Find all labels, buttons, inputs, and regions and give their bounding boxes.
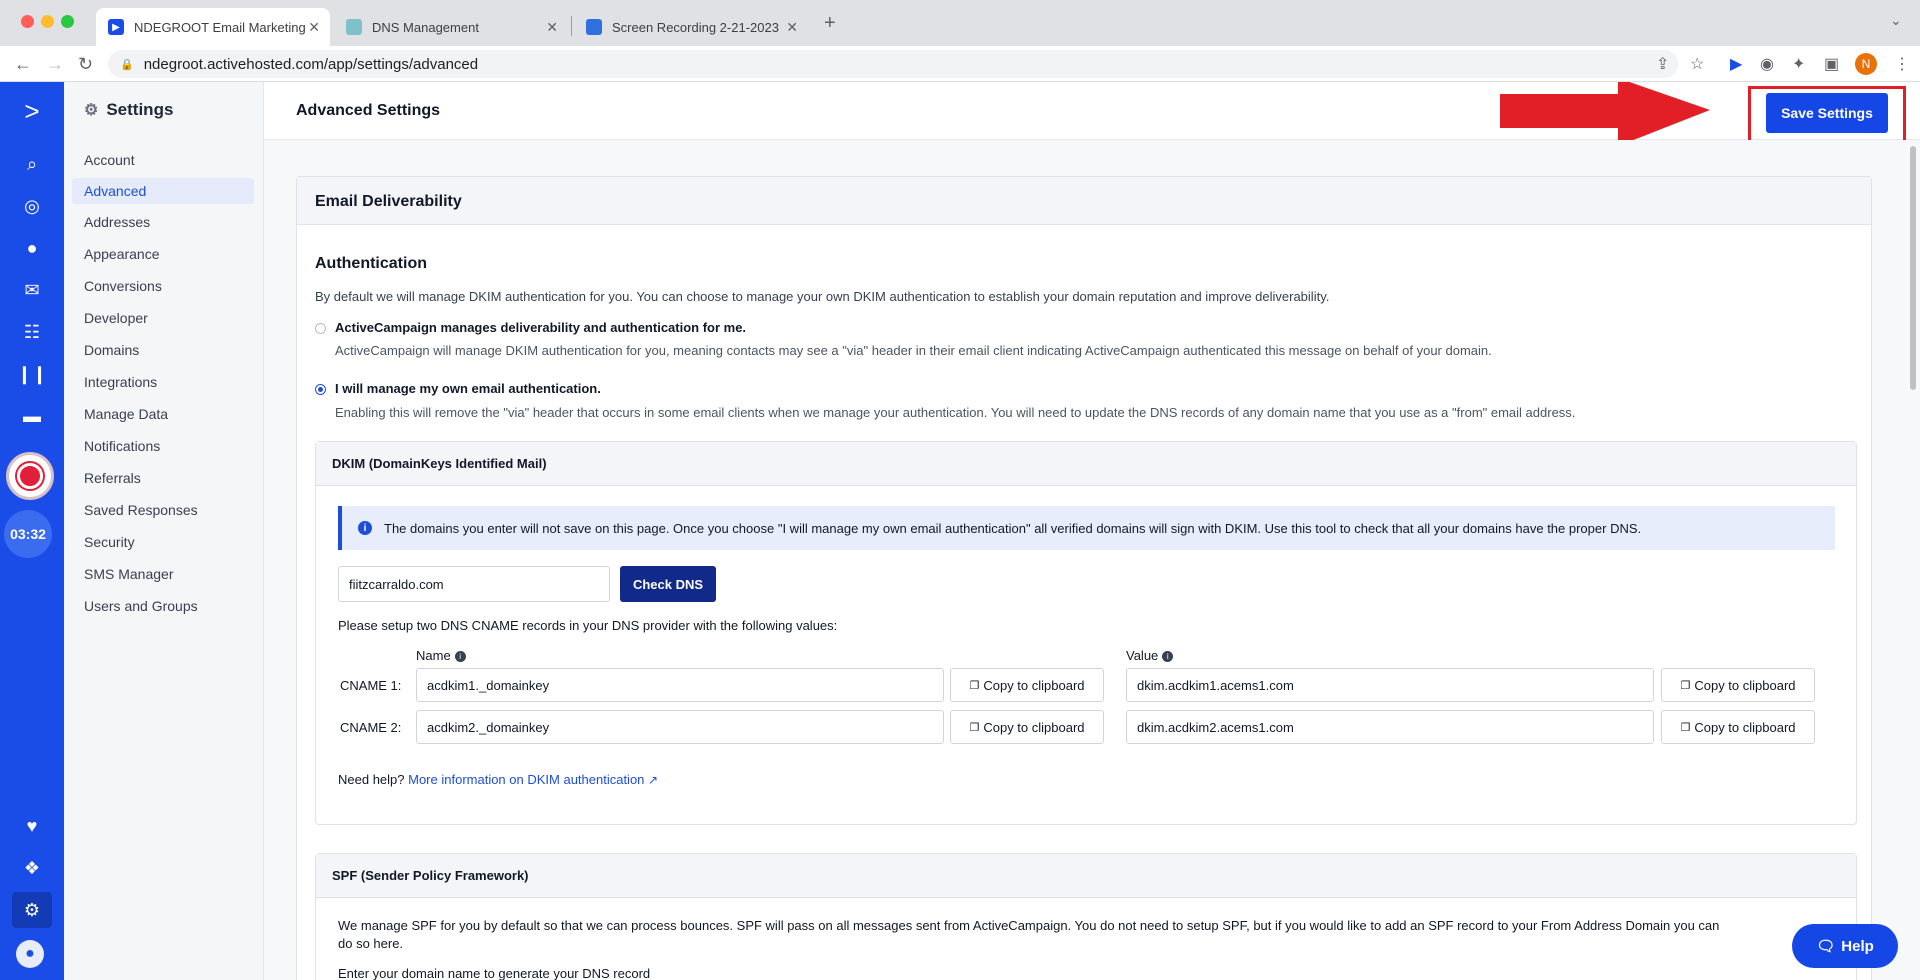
dkim-info-banner [338, 506, 1835, 550]
info-icon: i [358, 521, 372, 535]
maximize-window-button[interactable] [61, 15, 74, 28]
sidebar-item-conversions[interactable]: Conversions [84, 278, 162, 294]
name-column-header [416, 648, 466, 663]
close-tab-icon[interactable]: ✕ [546, 18, 558, 35]
page-header [264, 82, 1920, 140]
need-help-text: Need help? [338, 772, 405, 787]
settings-title [84, 100, 173, 120]
cname-1-label: CNAME 1: [340, 678, 402, 693]
tab-label: Screen Recording 2-21-2023 [612, 19, 779, 35]
activecampaign-extension-icon[interactable]: ▶ [1730, 56, 1743, 73]
automations-icon[interactable]: ☷ [23, 322, 41, 342]
sidebar-item-domains[interactable]: Domains [84, 342, 140, 358]
record-icon [17, 463, 43, 489]
contacts-icon[interactable]: ● [26, 238, 38, 258]
apps-icon[interactable]: ❖ [23, 858, 41, 878]
tab-dns-management[interactable] [334, 8, 568, 46]
copy-icon: ❐ [969, 679, 980, 692]
domain-input[interactable]: fiitzcarraldo.com [338, 566, 610, 602]
copy-icon: ❐ [1680, 721, 1691, 734]
settings-title-text: Settings [106, 100, 174, 119]
authentication-description: By default we will manage DKIM authentication for you. You can choose to manage your own DKIM authentication to establish your domain reputation and improve deliverability. [315, 289, 1330, 304]
lightbulb-icon[interactable]: ◎ [24, 196, 40, 216]
email-deliverability-card [296, 176, 1872, 980]
close-tab-icon[interactable]: ✕ [308, 18, 320, 35]
cname-1-value-field[interactable]: dkim.acdkim1.acems1.com [1126, 668, 1654, 702]
copy-label: Copy to clipboard [1694, 677, 1796, 693]
profile-avatar[interactable]: N [1855, 53, 1877, 75]
name-info-icon[interactable]: i [455, 651, 466, 662]
url-text: ndegroot.activehosted.com/app/settings/advanced [143, 55, 479, 73]
spf-description-line-2: do so here. [338, 936, 404, 951]
dkim-help-link[interactable]: More information on DKIM authentication [408, 772, 645, 787]
url-bar[interactable] [108, 50, 1678, 78]
recording-timer: 03:32 [4, 510, 52, 558]
sidebar-item-developer[interactable]: Developer [84, 310, 148, 326]
tab-label: NDEGROOT Email Marketing [134, 19, 306, 35]
tab-list-chevron-icon[interactable]: ⌄ [1890, 12, 1902, 28]
option-activecampaign-manages-label[interactable]: ActiveCampaign manages deliverability and authentication for me. [335, 320, 747, 335]
spf-description-line-1: We manage SPF for you by default so that we can process bounces. SPF will pass on all messages sent from ActiveCampaign. You do not need to setup SPF, but if you would like to add an SPF record to your From Address Domain you can [338, 918, 1720, 933]
side-panel-icon[interactable]: ▣ [1824, 56, 1840, 73]
tab-separator [571, 16, 572, 36]
heart-icon[interactable]: ♥ [26, 816, 38, 836]
share-icon[interactable]: ⇪ [1656, 56, 1670, 73]
spf-title: SPF (Sender Policy Framework) [316, 854, 1856, 898]
copy-cname-2-value-button[interactable] [1661, 710, 1815, 744]
gear-icon: ⚙ [84, 102, 99, 119]
save-settings-button[interactable]: Save Settings [1766, 93, 1888, 133]
dkim-section [315, 441, 1857, 825]
close-tab-icon[interactable]: ✕ [786, 18, 798, 35]
sidebar-item-saved-responses[interactable]: Saved Responses [84, 502, 198, 518]
help-button[interactable] [1792, 924, 1898, 968]
copy-label: Copy to clipboard [983, 677, 1085, 693]
page-title: Advanced Settings [296, 102, 441, 119]
option-activecampaign-manages-description: ActiveCampaign will manage DKIM authentication for you, meaning contacts may see a "via" header in their email client indicating ActiveCampaign authenticated this message on behalf of your domain. [335, 343, 1492, 358]
copy-label: Copy to clipboard [983, 719, 1085, 735]
external-link-icon[interactable]: ↗ [648, 773, 659, 787]
tab-ndegroot-email-marketing[interactable] [96, 8, 330, 46]
website-icon[interactable]: ▬ [23, 406, 41, 426]
sidebar-item-account[interactable]: Account [84, 152, 135, 168]
radio-activecampaign-manages[interactable] [315, 323, 326, 334]
spf-generate-text: Enter your domain name to generate your DNS record [338, 966, 651, 980]
email-icon[interactable]: ✉ [24, 280, 40, 300]
record-button[interactable] [6, 452, 54, 500]
help-label: Help [1841, 937, 1874, 955]
value-info-icon[interactable]: i [1162, 651, 1173, 662]
settings-icon[interactable]: ⚙ [12, 892, 52, 928]
bookmark-star-icon[interactable]: ☆ [1690, 56, 1705, 73]
copy-label: Copy to clipboard [1694, 719, 1796, 735]
extension-icon[interactable]: ◉ [1760, 56, 1774, 73]
copy-icon: ❐ [1680, 679, 1691, 692]
tab-screen-recording[interactable] [574, 8, 808, 46]
option-manage-own-description: Enabling this will remove the "via" header that occurs in some email clients when we manage your authentication. You will need to update the DNS records of any domain name that you use as a "from" email address. [335, 405, 1576, 420]
email-deliverability-title: Email Deliverability [297, 177, 1871, 225]
copy-cname-1-value-button[interactable] [1661, 668, 1815, 702]
dns-favicon-icon [346, 19, 362, 35]
dkim-info-text: The domains you enter will not save on this page. Once you choose "I will manage my own email authentication" all verified domains will sign with DKIM. Use this tool to check that all your domains have the proper DNS. [384, 520, 1642, 536]
puzzle-extensions-icon[interactable]: ✦ [1792, 56, 1806, 73]
cloud-favicon-icon [586, 19, 602, 35]
sidebar-item-referrals[interactable]: Referrals [84, 470, 141, 486]
spf-section [315, 853, 1857, 980]
browser-toolbar [0, 46, 1920, 82]
new-tab-icon[interactable]: + [824, 12, 836, 34]
app-left-rail [0, 82, 64, 980]
sidebar-item-users-and-groups[interactable]: Users and Groups [84, 598, 198, 614]
cname-2-value-field[interactable]: dkim.acdkim2.acems1.com [1126, 710, 1654, 744]
value-header-text: Value [1126, 648, 1159, 663]
copy-cname-2-name-button[interactable] [950, 710, 1104, 744]
sidebar-item-addresses[interactable]: Addresses [84, 214, 151, 230]
tab-label: DNS Management [372, 19, 479, 35]
sidebar-item-advanced[interactable]: Advanced [72, 178, 254, 204]
reload-icon[interactable]: ↻ [78, 54, 94, 74]
activecampaign-logo-icon[interactable]: > [24, 96, 40, 126]
sidebar-item-appearance[interactable]: Appearance [84, 246, 160, 262]
close-window-button[interactable] [21, 15, 34, 28]
lock-icon: 🔒 [120, 58, 134, 71]
user-avatar-icon[interactable]: ● [16, 940, 44, 968]
sidebar-item-sms-manager[interactable]: SMS Manager [84, 566, 174, 582]
setup-instructions: Please setup two DNS CNAME records in your DNS provider with the following values: [338, 618, 838, 633]
authentication-heading: Authentication [315, 255, 427, 272]
activecampaign-favicon-icon: ▶ [108, 19, 124, 35]
cname-2-label: CNAME 2: [340, 720, 402, 735]
dkim-help-line [338, 772, 658, 787]
back-icon[interactable]: ← [14, 54, 32, 74]
copy-cname-1-name-button[interactable] [950, 668, 1104, 702]
cname-1-name-field[interactable]: acdkim1._domainkey [416, 668, 944, 702]
page-scrollbar[interactable] [1910, 146, 1916, 390]
cname-2-name-field[interactable]: acdkim2._domainkey [416, 710, 944, 744]
dkim-title: DKIM (DomainKeys Identified Mail) [316, 442, 1856, 486]
deals-pipeline-icon[interactable]: ❙❙ [16, 364, 48, 384]
radio-manage-own-authentication[interactable] [315, 384, 326, 395]
sidebar-item-integrations[interactable]: Integrations [84, 374, 158, 390]
copy-icon: ❐ [969, 721, 980, 734]
value-column-header [1126, 648, 1173, 663]
sidebar-item-security[interactable]: Security [84, 534, 135, 550]
forward-icon[interactable]: → [46, 54, 64, 74]
main-content [264, 140, 1920, 980]
option-manage-own-label[interactable]: I will manage my own email authentication. [335, 381, 601, 396]
search-icon[interactable]: ⌕ [26, 154, 38, 174]
sidebar-item-manage-data[interactable]: Manage Data [84, 406, 169, 422]
minimize-window-button[interactable] [41, 15, 54, 28]
browser-tab-bar [0, 0, 1920, 46]
check-dns-button[interactable]: Check DNS [620, 566, 716, 602]
chat-bubble-icon: 🗨 [1816, 938, 1836, 955]
settings-sidebar [64, 82, 264, 980]
sidebar-item-notifications[interactable]: Notifications [84, 438, 161, 454]
browser-menu-icon[interactable]: ⋮ [1894, 56, 1910, 73]
name-header-text: Name [416, 648, 451, 663]
